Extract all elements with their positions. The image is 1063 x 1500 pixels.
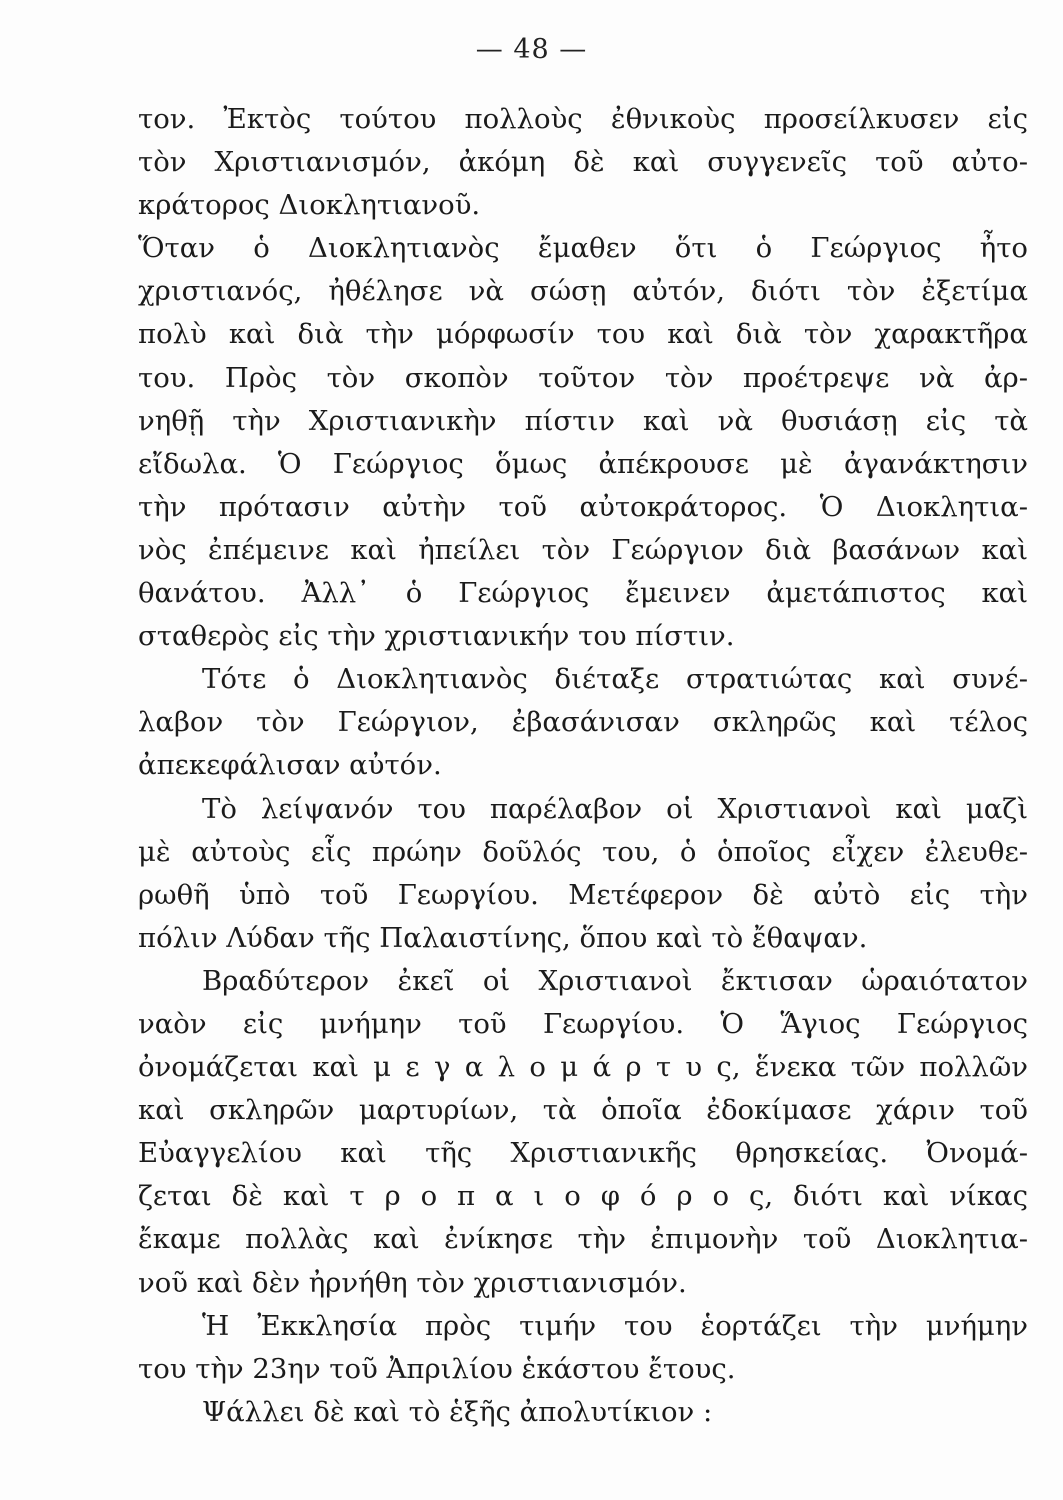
text-line: νηθῇ τὴν Χριστιανικὴν πίστιν καὶ νὰ θυσιάσῃ εἰς τὰ	[138, 404, 1028, 437]
text-line: ἀπεκεφάλισαν αὐτόν.	[138, 749, 442, 782]
text-line: του τὴν 23ην τοῦ Ἀπριλίου ἑκάστου ἔτους.	[138, 1352, 736, 1385]
text-line: πόλιν Λύδαν τῆς Παλαιστίνης, ὅπου καὶ τὸ ἔθαψαν.	[138, 921, 868, 954]
text-line: Βραδύτερον ἐκεῖ οἱ Χριστιανοὶ ἔκτισαν ὡραιότατον	[202, 964, 1028, 997]
text-line: Ψάλλει δὲ καὶ τὸ ἑξῆς ἀπολυτίκιον :	[202, 1395, 713, 1428]
text-line: τὸν Χριστιανισμόν, ἀκόμη δὲ καὶ συγγενεῖς τοῦ αὐτο-	[138, 146, 1028, 179]
text-line: πολὺ καὶ διὰ τὴν μόρφωσίν του καὶ διὰ τὸν χαρακτῆρα	[138, 318, 1028, 351]
body-text	[138, 98, 1028, 1434]
text-line: Ἡ Ἐκκλησία πρὸς τιμήν του ἑορτάζει τὴν μνήμην	[202, 1309, 1028, 1342]
text-line: τον. Ἐκτὸς τούτου πολλοὺς ἐθνικοὺς προσείλκυσεν εἰς	[138, 103, 1028, 135]
text-line: ὀνομάζεται καὶ μ ε γ α λ ο μ ά ρ τ υ ς, ἕνεκα τῶν πολλῶν	[138, 1051, 1028, 1084]
text-line: ζεται δὲ καὶ τ ρ ο π α ι ο φ ό ρ ο ς, διότι καὶ νίκας	[138, 1180, 1028, 1213]
text-line: Τότε ὁ Διοκλητιανὸς διέταξε στρατιώτας καὶ συνέ-	[202, 663, 1028, 696]
text-line: χριστιανός, ἠθέλησε νὰ σώσῃ αὐτόν, διότι τὸν ἐξετίμα	[138, 275, 1028, 308]
text-line: Εὐαγγελίου καὶ τῆς Χριστιανικῆς θρησκείας. Ὀνομά-	[138, 1137, 1028, 1170]
text-line: τὴν πρότασιν αὐτὴν τοῦ αὐτοκράτορος. Ὁ Διοκλητια-	[138, 490, 1028, 523]
text-line: Τὸ λείψανόν του παρέλαβον οἱ Χριστιανοὶ καὶ μαζὶ	[202, 792, 1028, 825]
text-line: λαβον τὸν Γεώργιον, ἐβασάνισαν σκληρῶς καὶ τέλος	[138, 706, 1028, 739]
text-line: κράτορος Διοκλητιανοῦ.	[138, 189, 481, 222]
text-line: ναὸν εἰς μνήμην τοῦ Γεωργίου. Ὁ Ἅγιος Γεώργιος	[138, 1007, 1028, 1040]
page-number: — 48 —	[475, 34, 588, 65]
text-line: θανάτου. Ἀλλ᾽ ὁ Γεώργιος ἔμεινεν ἀμετάπιστος καὶ	[138, 577, 1028, 610]
text-line: Ὅταν ὁ Διοκλητιανὸς ἔμαθεν ὅτι ὁ Γεώργιος ἦτο	[138, 232, 1028, 265]
text-line: καὶ σκληρῶν μαρτυρίων, τὰ ὁποῖα ἐδοκίμασε χάριν τοῦ	[138, 1094, 1028, 1127]
text-line: εἴδωλα. Ὁ Γεώργιος ὅμως ἀπέκρουσε μὲ ἀγανάκτησιν	[138, 447, 1028, 480]
text-line: σταθερὸς εἰς τὴν χριστιανικήν του πίστιν.	[138, 620, 735, 653]
text-line: νοῦ καὶ δὲν ἠρνήθη τὸν χριστιανισμόν.	[138, 1266, 687, 1299]
text-line: ρωθῆ ὑπὸ τοῦ Γεωργίου. Μετέφερον δὲ αὐτὸ εἰς τὴν	[138, 878, 1028, 911]
text-line: νὸς ἐπέμεινε καὶ ἠπείλει τὸν Γεώργιον διὰ βασάνων καὶ	[138, 533, 1028, 566]
text-line: ἔκαμε πολλὰς καὶ ἐνίκησε τὴν ἐπιμονὴν τοῦ Διοκλητια-	[138, 1223, 1028, 1256]
text-line: μὲ αὐτοὺς εἷς πρώην δοῦλός του, ὁ ὁποῖος εἶχεν ἐλευθε-	[138, 835, 1028, 868]
text-line: του. Πρὸς τὸν σκοπὸν τοῦτον τὸν προέτρεψε νὰ ἀρ-	[138, 361, 1028, 394]
